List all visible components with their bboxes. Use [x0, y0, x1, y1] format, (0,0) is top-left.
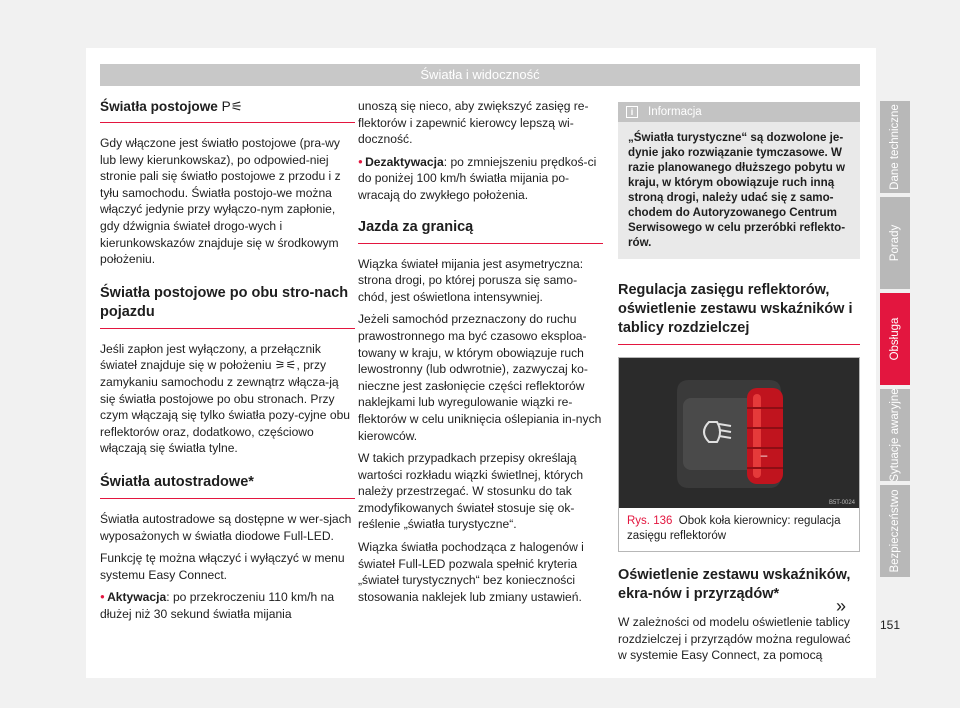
figure-label: Rys. 136 — [627, 515, 673, 527]
heading-motorway: Światła autostradowe* — [100, 473, 355, 499]
heading-abroad: Jazda za granicą — [358, 218, 603, 244]
info-box-header — [618, 102, 860, 122]
figure-image — [619, 358, 859, 508]
info-title: Informacja — [648, 106, 702, 118]
info-icon: i — [626, 106, 638, 118]
activation-text: : po przekroczeniu 110 km/h na dłużej niż 30 sekund światła mijania — [100, 590, 335, 621]
info-text: „Światła turystyczne“ są dozwolone je-dynie jako rozwiązanie tymczasowe. W razie planowanego dłuższego pobytu w kraju, w którym obowiązuje ruch inną stroną drogi, należy udać się z samo-chodem do Autoryzowanego Centrum Serwisowego w celu przeróbki reflekto-rów. — [628, 131, 846, 249]
tab-label: Porady — [889, 224, 901, 262]
figure-caption — [619, 508, 859, 551]
heading-both-sides: Światła postojowe po obu stro-nach pojazdu — [100, 284, 355, 329]
paragraph-motorway-2: Funkcję tę można włączyć i wyłączyć w menu systemu Easy Connect. — [100, 551, 345, 582]
wheel-minus-label: – — [760, 448, 768, 462]
column-1 — [100, 98, 355, 628]
tab-porady[interactable] — [880, 197, 910, 289]
tab-label: Sytuacje awaryjne — [889, 388, 901, 482]
paragraph-abroad-4: Wiązka światła pochodząca z halogenów i świateł Full-LED pozwala spełnić kryteria „świateł turystycznych“ bez konieczności stosowania naklejek lub zmiany ustawień. — [358, 540, 584, 604]
heading-parking-text: Światła postojowe — [100, 99, 218, 114]
info-box — [618, 102, 860, 259]
paragraph-abroad-3: W takich przypadkach przepisy określają wartości rozkładu wiązki świetlnej, których należy przestrzegać. W stosunku do tak zmodyfikowanych świateł stosuje się ok-reślenie „światła turystyczne“. — [358, 451, 584, 532]
tab-label: Dane techniczne — [889, 104, 901, 190]
paragraph-abroad-2: Jeżeli samochód przeznaczony do ruchu prawostronnego ma być czasowo eksploa-towany w kraju, w którym obowiązuje ruch lewostronny (lub odwrotnie), zazwyczaj ko-nieczne jest zasłonięcie części reflektorów naklejkami lub wyregulowanie wiązki re-flektorów w celu uniknięcia oślepiania in-nych kierowców. — [358, 312, 602, 443]
paragraph-continued: unoszą się nieco, aby zwiększyć zasięg re-flektorów i zapewnić kierowcy lepszą wi-doczność. — [358, 99, 589, 147]
deactivation-text: : po zmniejszeniu prędkoś-ci do poniżej 100 km/h światła mijania po-wracają do zwykłego położenia. — [358, 154, 597, 202]
chapter-tabs — [880, 101, 910, 581]
paragraph-abroad-1: Wiązka świateł mijania jest asymetryczna: strona drogi, po której porusza się samo-chód, jest oświetlona intensywniej. — [358, 256, 584, 304]
headlight-range-control-illustration — [619, 358, 859, 508]
paragraph-both-sides: Jeśli zapłon jest wyłączony, a przełącznik świateł znajduje się w położeniu ⚞⚟, przy zamykaniu samochodu z zewnątrz włącza-ją się światła postojowe po obu stronach. Przy czym włączają się tylko światła pozy-cyjne obu reflektorów oraz, dodatkowo, częściowo włączają się światła tylne. — [100, 341, 351, 456]
figure-136 — [618, 357, 860, 552]
column-2 — [358, 98, 603, 611]
deactivation-label: Dezaktywacja — [365, 154, 444, 169]
figure-caption-text: Obok koła kierownicy: regulacja zasięgu reflektorów — [627, 515, 841, 542]
heading-parking-lights — [100, 98, 355, 123]
bullet-activation — [100, 589, 355, 622]
figure-code: B5T-0024 — [828, 500, 855, 506]
tab-bezpieczenstwo[interactable] — [880, 485, 910, 577]
paragraph-motorway-1: Światła autostradowe są dostępne w wer-sjach wyposażonych w światła diodowe Full-LED. — [100, 511, 352, 543]
tab-sytuacje-awaryjne[interactable] — [880, 389, 910, 481]
heading-headlight-range: Regulacja zasięgu reflektorów, oświetlenie zestawu wskaźników i tablicy rozdzielczej — [618, 281, 860, 345]
parking-light-icon: P⚟ — [221, 99, 243, 114]
paragraph-parking: Gdy włączone jest światło postojowe (pra-wy lub lewy kierunkowskaz), po odpowied-niej stronie pali się światło postojowe z przodu i z tyłu samochodu. Światła postojo-we można włączyć jedynie przy wyłączo-nym zapłonie, gdy dźwignia świateł drogo-wych i kierunkowskazów znajduje się w środkowym położeniu. — [100, 136, 341, 267]
tab-dane-techniczne[interactable] — [880, 101, 910, 193]
tab-label: Bezpieczeństwo — [889, 489, 901, 573]
page-number: 151 — [880, 618, 901, 632]
continue-arrow: » — [836, 596, 847, 616]
paragraph-instrument-lighting: W zależności od modelu oświetlenie tablicy rozdzielczej i przyrządów można regulować w systemie Easy Connect, za pomocą — [618, 615, 851, 663]
page-header: Światła i widoczność — [100, 64, 860, 86]
bullet-deactivation — [358, 154, 603, 204]
column-3 — [618, 102, 860, 670]
heading-instrument-lighting: Oświetlenie zestawu wskaźników, ekra-nów i przyrządów* — [618, 567, 851, 602]
tab-label: Obsługa — [889, 317, 901, 361]
tab-obsluga[interactable] — [880, 293, 910, 385]
activation-label: Aktywacja — [107, 590, 167, 605]
